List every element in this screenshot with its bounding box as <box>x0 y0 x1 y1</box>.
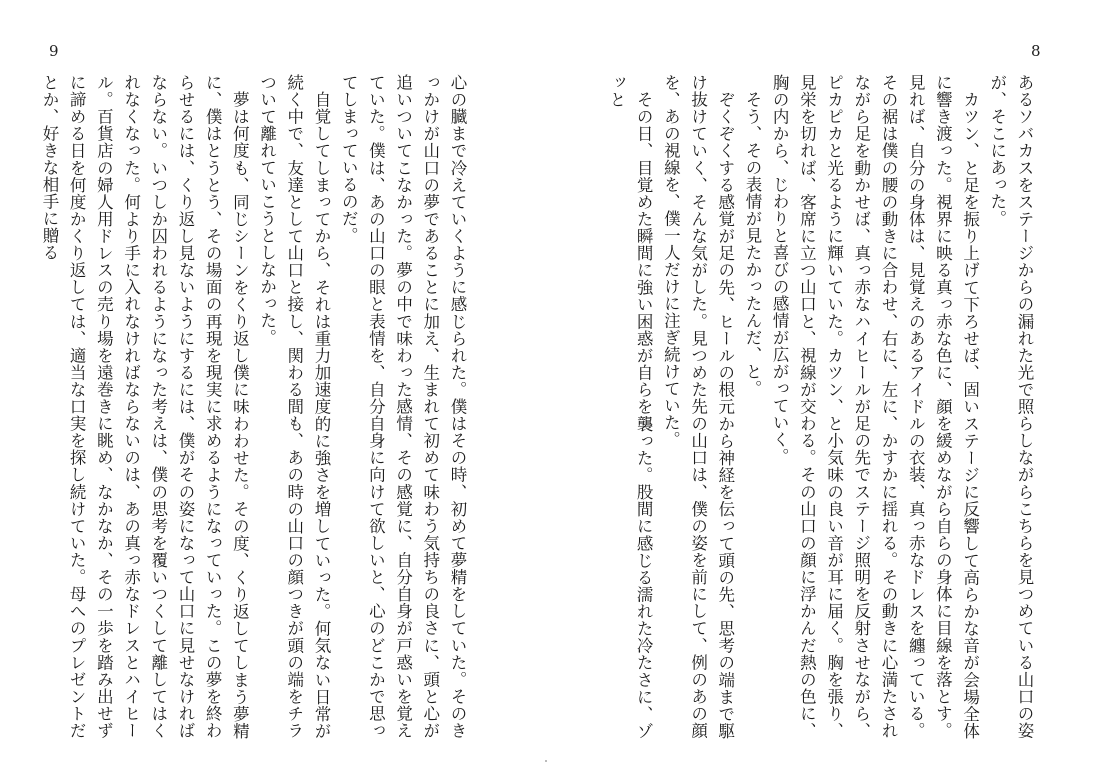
paragraph: そう、その表情が見たかったんだ、と。 <box>742 90 762 397</box>
paragraph: ぞくぞくする感覚が足の先、ヒールの根元から神経を伝って頭の先、思考の端まで駆け抜けていく、そんな気がした。見つめた先の山口は、僕の姿を前にして、例のあの顔を、あの視線を、僕一人だけに注ぎ続けていた。 <box>661 74 735 739</box>
right-page <box>547 0 1093 766</box>
page-number: 9 <box>49 42 59 60</box>
paragraph: 自覚してしまってから、それは重力加速度的に強さを増していった。何気ない日常が続く中で、友達として山口と接し、関わる間も、あの時の山口の顔つきが頭の端をチラついて離れていこうとしなかった。 <box>257 74 331 739</box>
body-text <box>39 74 471 739</box>
paragraph: 夢は何度も、同じシーンをくり返し僕に味わわせた。その度、くり返してしまう夢精に、僕はとうとう、その場面の再現を現実に求めるようになっていった。この夢を終わらせるには、くり返し見ないようにするには、僕がその姿になって山口に見せなければならない。いつしか囚われるようになった考えは、僕の思考を覆いつくして離してはくれなくなった。何より手に入れなければならないのは、あの真っ赤なドレスとハイヒール。百貨店の婦人用ドレスの売り場を遠巻きに眺め、なかなか、その一歩を踏み出せずに諦める日を何度かくり返しては、適当な口実を探し続けていた。母へのプレゼントだとか、好きな相手に贈る <box>39 74 250 739</box>
body-text <box>598 74 1038 739</box>
paragraph: あるソバカスをステージからの漏れた光で照らしながらこちらを見つめている山口の姿が、そこにあった。 <box>987 74 1034 739</box>
left-page <box>0 0 546 766</box>
paragraph: カツン、と足を振り上げて下ろせば、固いステージに反響して高らかな音が会場全体に響き渡った。視界に映る真っ赤な色に、顔を緩めながら自らの身体に目線を落とす。見れば、自分の身体は、見覚えのあるアイドルの衣装、真っ赤なドレスを纏っている。その裾は僕の腰の動きに合わせ、右に、左に、かすかに揺れる。その動きに心満たされながら足を動かせば、真っ赤なハイヒールが足の先でステージ照明を反射させながら、ピカピカと光るように輝いていた。カツン、と小気味の良い音が耳に届く。胸を張り、見栄を切れば、客席に立つ山口と、視線が交わる。その山口の顔に浮かんだ熱の色に、胸の内から、じわりと喜びの感情が広がっていく。 <box>770 74 980 739</box>
paragraph: その日、目覚めた瞬間に強い困惑が自らを襲った。股間に感じる濡れた冷たさに、ゾッと <box>606 74 654 739</box>
gutter-mark <box>545 760 547 762</box>
page-number: 8 <box>1031 42 1041 60</box>
paragraph: 心の臓まで冷えていくように感じられた。僕はその時、初めて夢精をしていた。そのきっかけが山口の夢であることに加え、生まれて初めて味わう気持ちの良さに、頭と心が追いついてこなかった。夢の中で味わった感情、その感覚に、自分自身が戸惑いを覚えていた。僕は、あの山口の眼と表情を、自分自身に向けて欲しいと、心のどこかで思ってしまっているのだ。 <box>339 74 467 739</box>
